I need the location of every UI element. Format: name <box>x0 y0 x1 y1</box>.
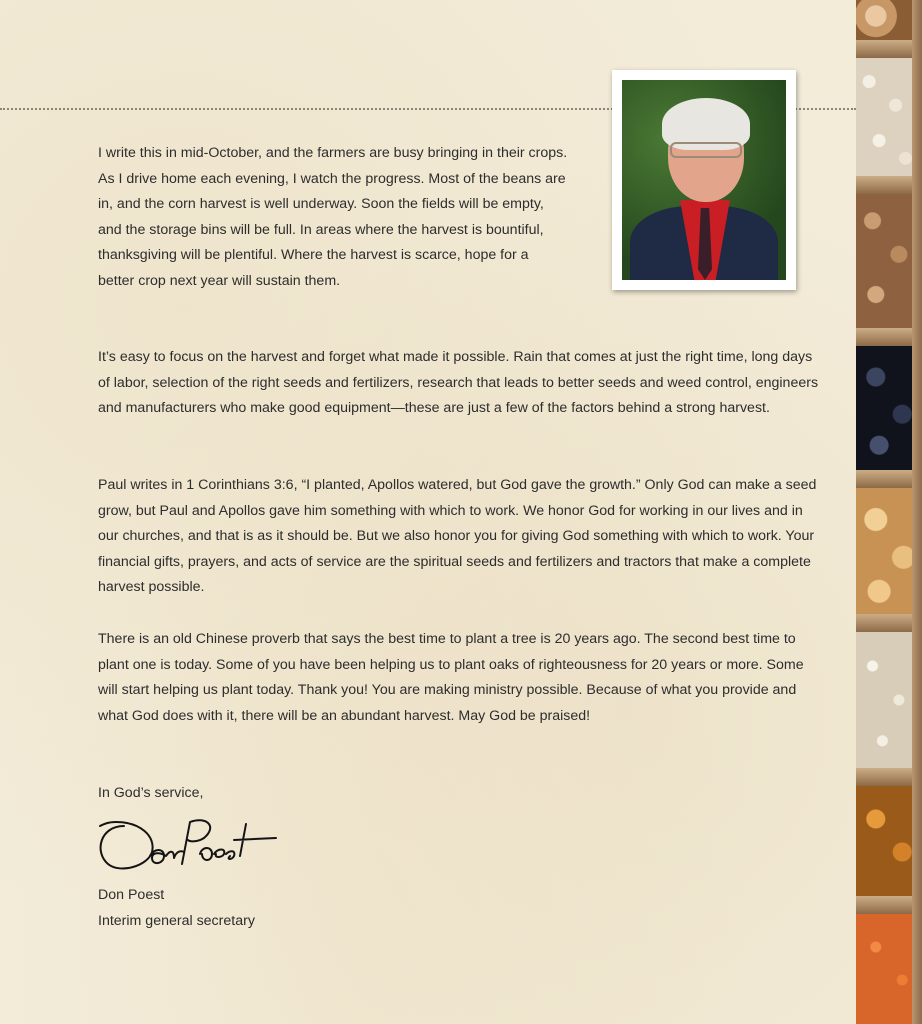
paragraph-3: Paul writes in 1 Corinthians 3:6, “I planted, Apollos watered, but God gave the growth.” Only God can make a seed grow, but Paul and Apollos gave him something with which to work. We honor God for working in our lives and in our churches, and that is as it should be. But we also honor you for giving God something with which to work. Your financial gifts, prayers, and acts of service are the spiritual seeds and fertilizers and tractors that make a complete harvest possible. <box>98 477 817 596</box>
portrait-photo-frame <box>612 70 796 290</box>
paragraph-4: There is an old Chinese proverb that says the best time to plant a tree is 20 years ago. The second best time to plant one is today. Some of you have been helping us to plant oaks of righteousness for 20 years or more. Some will start helping us plant today. Thank you! You are making ministry possible. Because of what you provide and what God does with it, there will be an abundant harvest. May God be praised! <box>98 631 804 724</box>
paragraph-1: I write this in mid-October, and the farmers are busy bringing in their crops. As I drive home each evening, I watch the progress. Most of the beans are in, and the corn harvest is well underway. Soon the fields will be empty, and the storage bins will be full. In areas where the harvest is bountiful, thanksgiving will be plentiful. Where the harvest is scarce, hope for a better crop next year will sustain them. <box>98 145 568 289</box>
portrait-photo <box>622 80 786 280</box>
wooden-post <box>912 0 922 1024</box>
handwritten-signature <box>94 812 280 878</box>
closing-line: In God’s service, <box>98 785 204 801</box>
paragraph-2: It’s easy to focus on the harvest and forget what made it possible. Rain that comes at just the right time, long days of labor, selection of the right seeds and fertilizers, research that leads to better seeds and weed control, engineers and manufacturers who make good equipment—these are just a few of the factors behind a strong harvest. <box>98 349 819 417</box>
signer-name: Don Poest <box>98 887 165 903</box>
seed-and-grain-bins-image <box>856 0 922 1024</box>
signer-title: Interim general secretary <box>98 913 255 929</box>
